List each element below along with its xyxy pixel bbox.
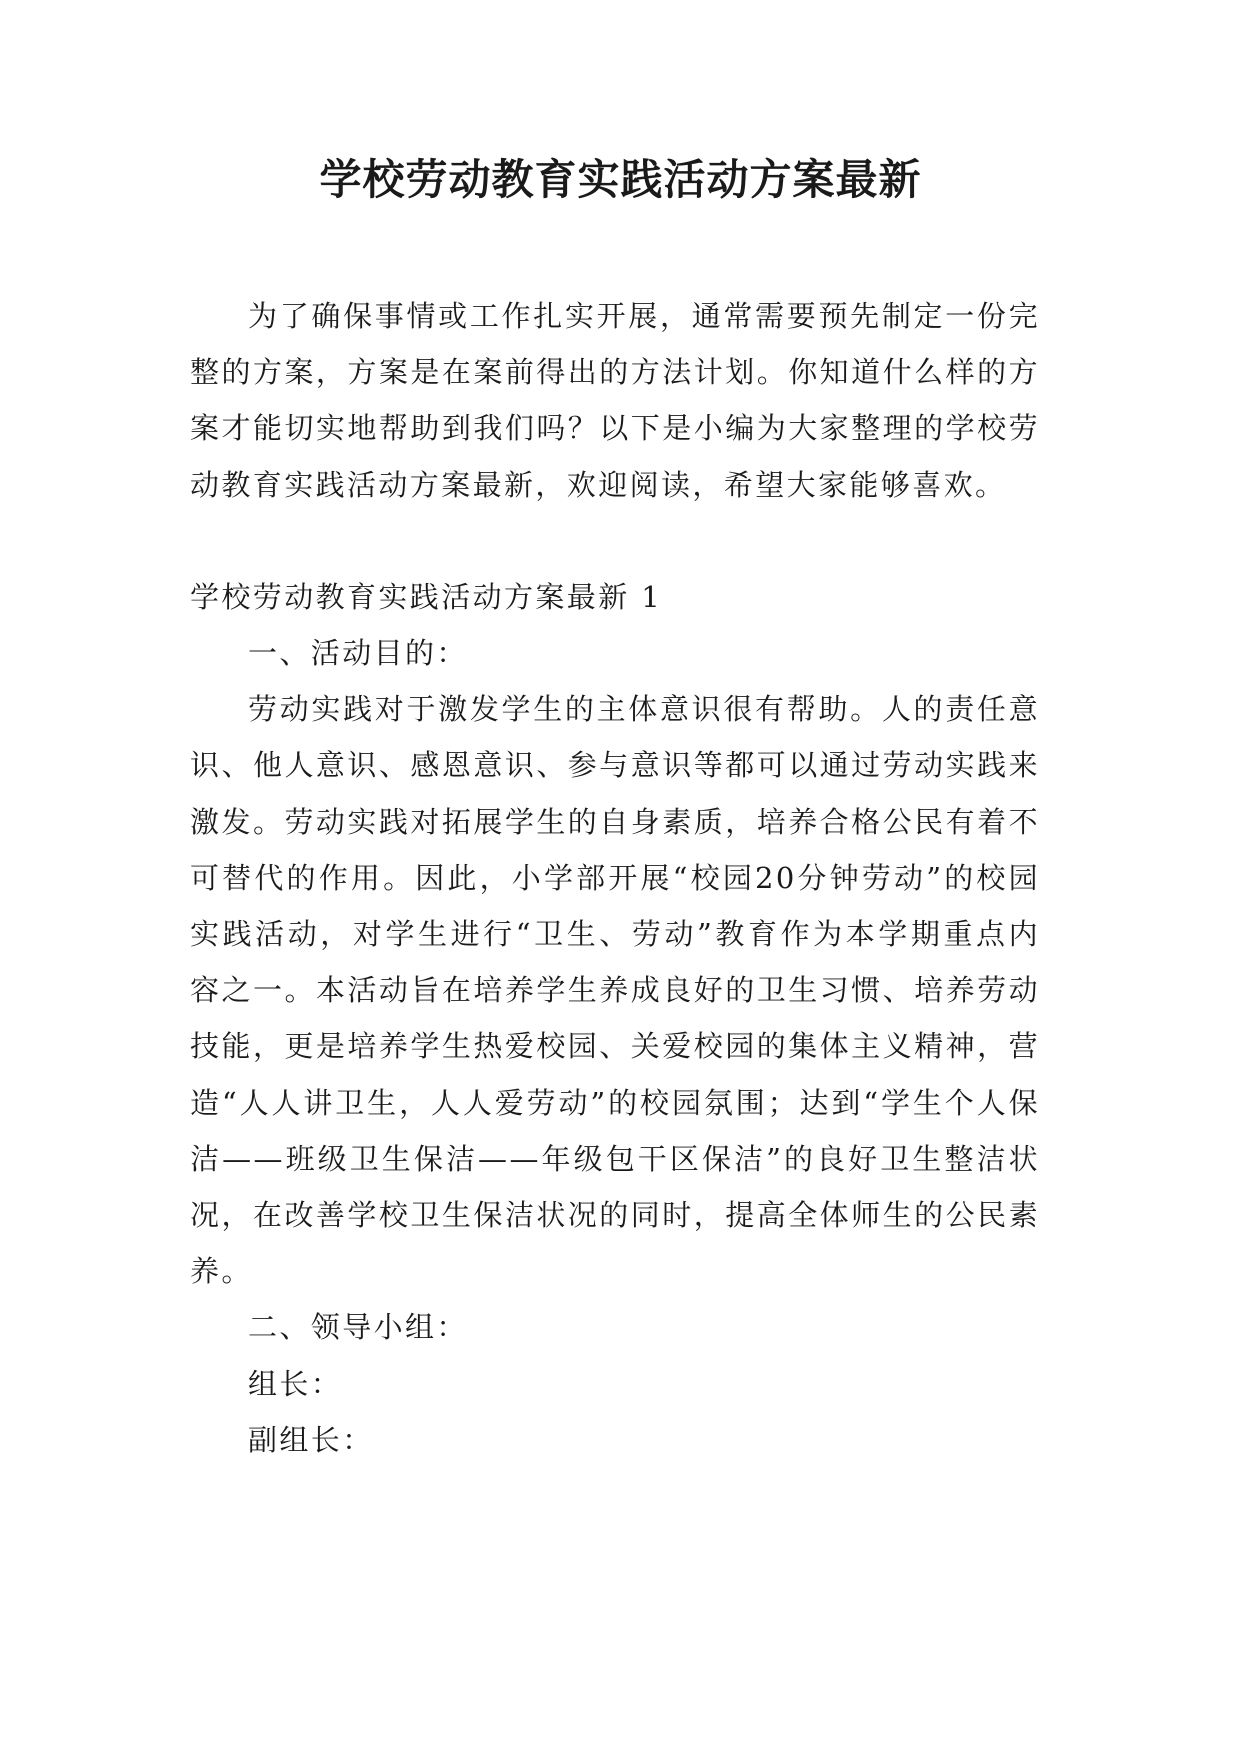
heading-leadership-group: 二、领导小组： — [248, 1310, 468, 1345]
document-body — [190, 288, 1040, 1468]
purpose-paragraph: 劳动实践对于激发学生的主体意识很有帮助。人的责任意识、他人意识、感恩意识、参与意识等都可以通过劳动实践来激发。劳动实践对拓展学生的自身素质，培养合格公民有着不可替代的作用。因此，小学部开展“校园20分钟劳动”的校园实践活动，对学生进行“卫生、劳动”教育作为本学期重点内容之一。本活动旨在培养学生养成良好的卫生习惯、培养劳动技能，更是培养学生热爱校园、关爱校园的集体主义精神，营造“人人讲卫生，人人爱劳动”的校园氛围；达到“学生个人保洁——班级卫生保洁——年级包干区保洁”的良好卫生整洁状况，在改善学校卫生保洁状况的同时，提高全体师生的公民素养。 — [190, 692, 1040, 1289]
document-title: 学校劳动教育实践活动方案最新 — [319, 155, 922, 204]
paragraph-spacer — [190, 513, 1040, 569]
deputy-leader-label: 副组长： — [248, 1422, 374, 1457]
leader-label: 组长： — [248, 1366, 343, 1401]
intro-paragraph: 为了确保事情或工作扎实开展，通常需要预先制定一份完整的方案，方案是在案前得出的方法计划。你知道什么样的方案才能切实地帮助到我们吗？以下是小编为大家整理的学校劳动教育实践活动方案最新，欢迎阅读，希望大家能够喜欢。 — [190, 299, 1040, 502]
section-title: 学校劳动教育实践活动方案最新 1 — [190, 579, 663, 614]
heading-activity-purpose: 一、活动目的： — [248, 636, 468, 671]
